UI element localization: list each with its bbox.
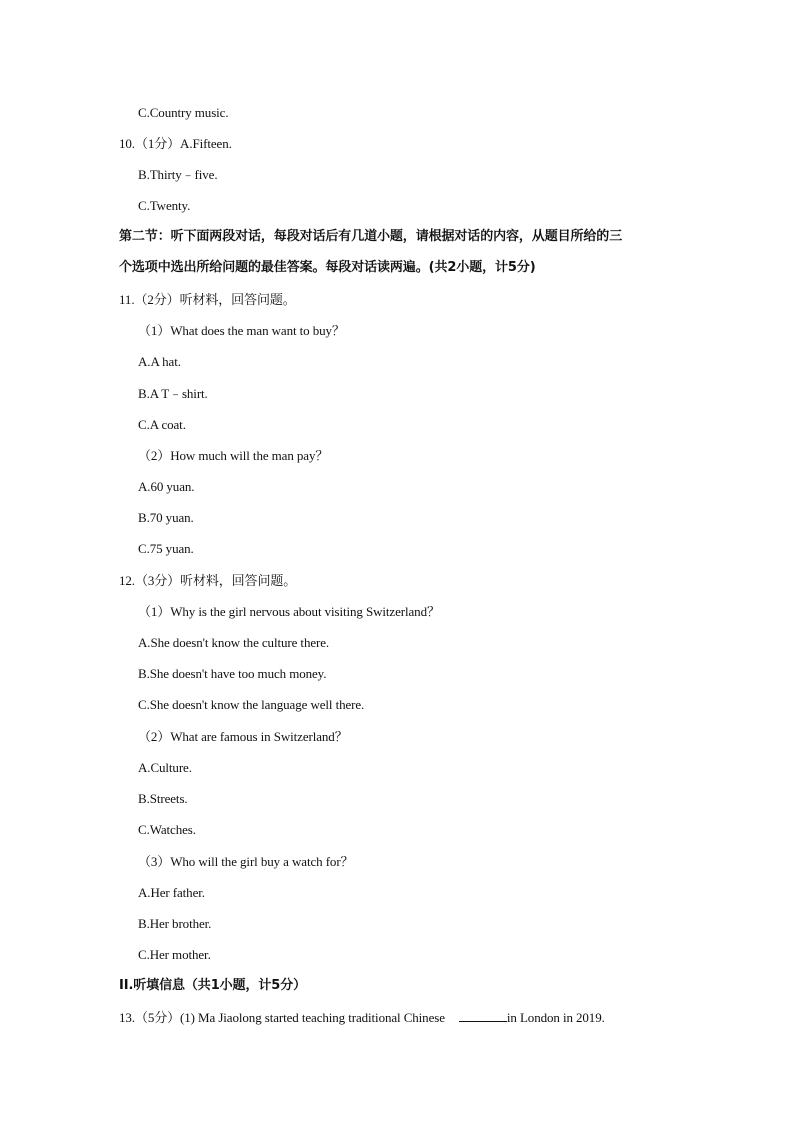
q12-sub1-option-b: B.She doesn't have too much money. [138,666,327,681]
q11-stem: 11.（2分）听材料，回答问题。 [119,292,296,307]
q11-sub1-option-c: C.A coat. [138,417,186,432]
q13-line [119,1009,605,1027]
q10-option-b: B.Thirty﹣five. [138,167,218,182]
q11-sub2-option-b: B.70 yuan. [138,510,194,525]
q11-sub1: （1）What does the man want to buy？ [138,323,345,338]
q11-sub2-option-c: C.75 yuan. [138,541,194,556]
q12-sub1: （1）Why is the girl nervous about visiting Switzerland？ [138,604,440,619]
q11-sub1-option-a: A.A hat. [138,354,181,369]
q10-stem: 10.（1分）A.Fifteen. [119,136,232,151]
q11-sub1-option-b: B.A T﹣shirt. [138,386,208,401]
q13-text-after-blank: in London in 2019. [506,1010,605,1025]
q11-sub2-option-a: A.60 yuan. [138,479,195,494]
q12-sub2-option-c: C.Watches. [138,822,196,837]
q12-sub2: （2）What are famous in Switzerland？ [138,729,348,744]
q12-sub2-option-a: A.Culture. [138,760,192,775]
q12-sub3-option-a: A.Her father. [138,885,205,900]
q11-sub2: （2）How much will the man pay？ [138,448,329,463]
q9-option-c: C.Country music. [138,105,229,120]
q10-option-c: C.Twenty. [138,198,191,213]
q12-sub2-option-b: B.Streets. [138,791,188,806]
q12-stem: 12.（3分）听材料，回答问题。 [119,573,297,588]
section-2-instruction-line2: 个选项中选出所给问题的最佳答案。每段对话读两遍。(共2小题，计5分) [119,260,536,275]
q13-blank [459,1009,507,1022]
part-2-heading: II.听填信息（共1小题，计5分） [119,978,307,993]
q12-sub1-option-a: A.She doesn't know the culture there. [138,635,330,650]
q13-text-before-blank: 13.（5分）(1) Ma Jiaolong started teaching traditional Chinese [119,1010,445,1025]
q12-sub3-option-b: B.Her brother. [138,916,212,931]
section-2-instruction-line1: 第二节：听下面两段对话，每段对话后有几道小题，请根据对话的内容，从题目所给的三 [119,229,623,244]
q12-sub3-option-c: C.Her mother. [138,947,211,962]
q12-sub1-option-c: C.She doesn't know the language well there. [138,697,365,712]
q12-sub3: （3）Who will the girl buy a watch for？ [138,854,354,869]
